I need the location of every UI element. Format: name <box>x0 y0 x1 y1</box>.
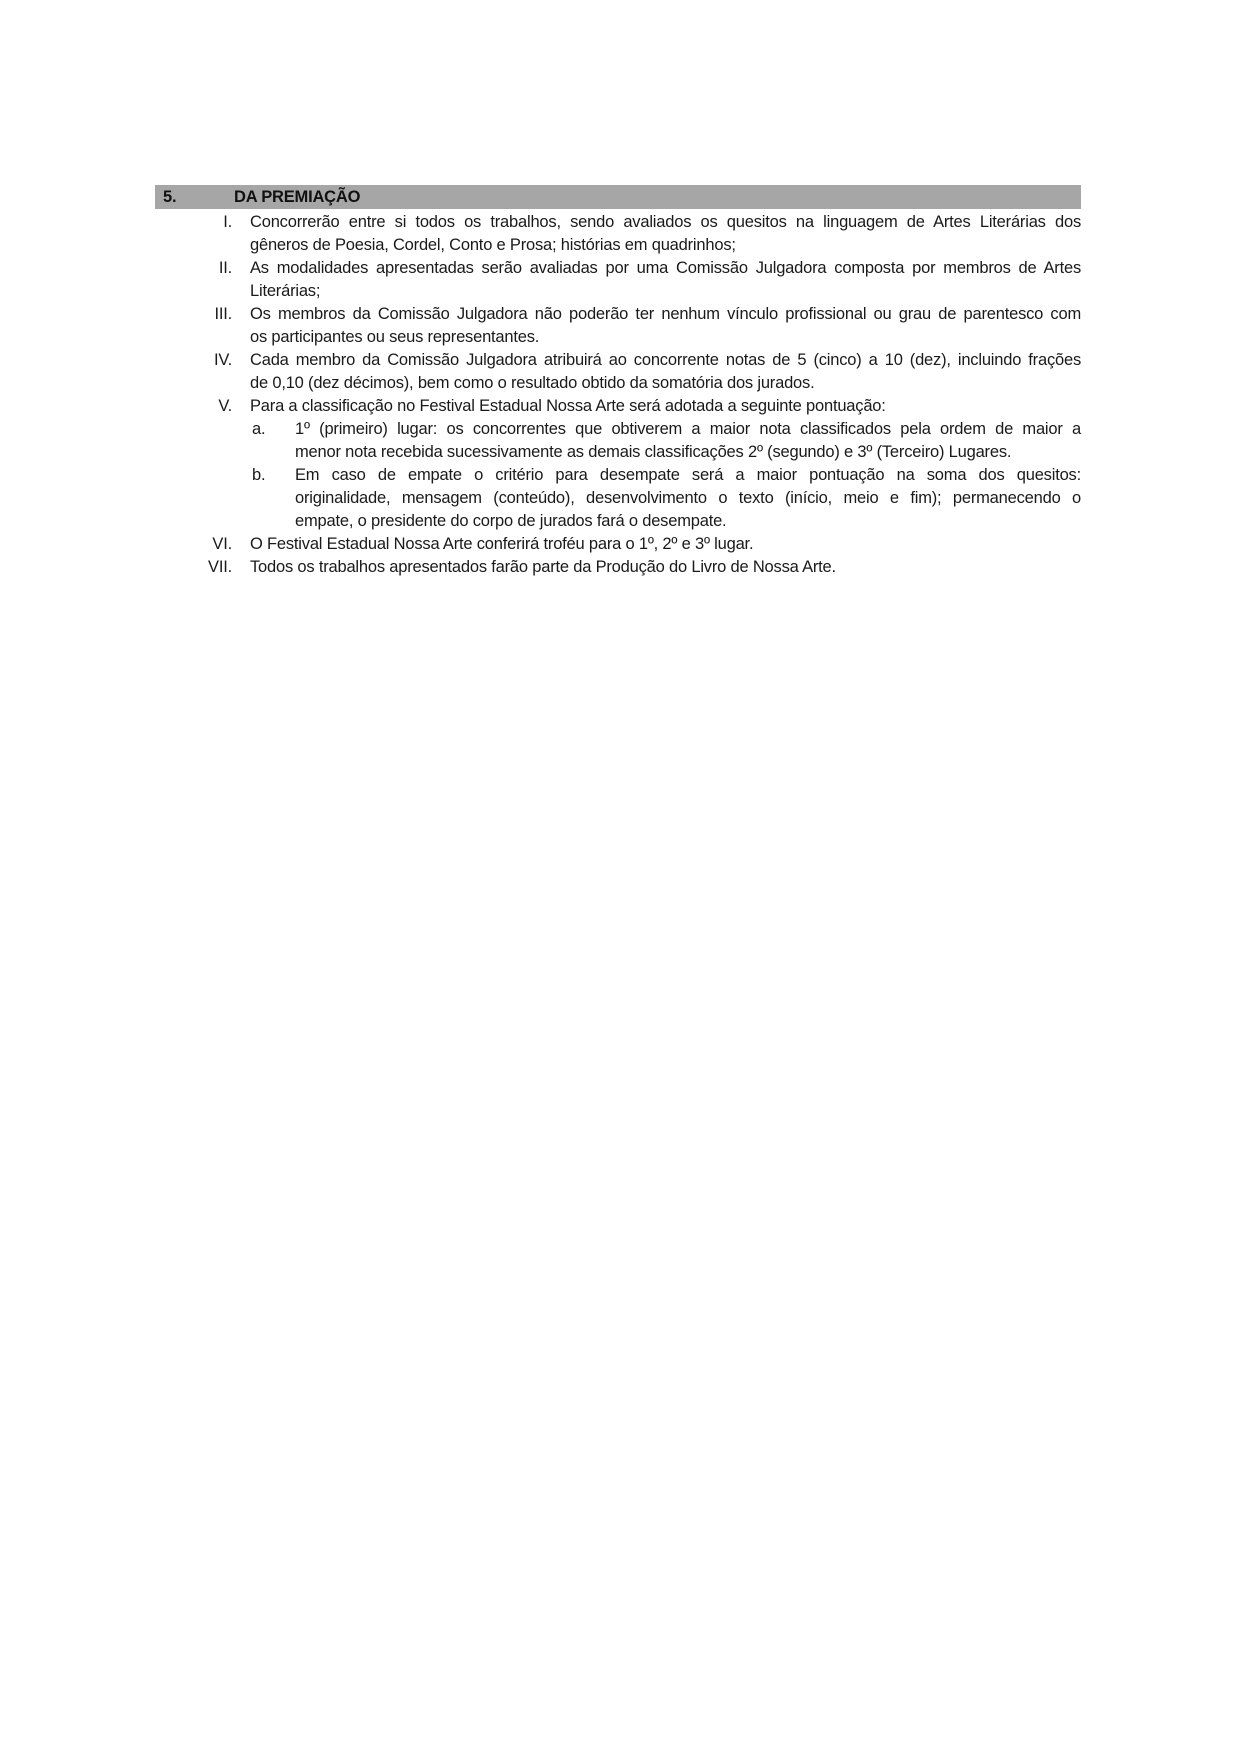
list-item-marker: VII. <box>208 558 232 576</box>
list-item-marker: III. <box>214 305 232 323</box>
list-item-text <box>250 395 1081 418</box>
list-item-marker: V. <box>218 397 232 415</box>
section-5-premiacao <box>155 185 1081 579</box>
text-line: Em caso de empate o critério para desempate será a maior pontuação na soma dos quesitos: <box>295 466 1081 484</box>
list-item-marker: a. <box>252 420 266 438</box>
list-item <box>155 257 1081 303</box>
list-item <box>155 418 1081 464</box>
list-item <box>155 303 1081 349</box>
section-header <box>155 185 1081 209</box>
text-line: Para a classificação no Festival Estadual Nossa Arte será adotada a seguinte pontuação: <box>250 397 886 415</box>
text-line: As modalidades apresentadas serão avaliadas por uma Comissão Julgadora composta por membros de Artes <box>250 259 1081 277</box>
list-item-text <box>295 464 1081 533</box>
text-line: gêneros de Poesia, Cordel, Conto e Prosa; histórias em quadrinhos; <box>250 236 736 254</box>
text-line: Cada membro da Comissão Julgadora atribuirá ao concorrente notas de 5 (cinco) a 10 (dez), incluindo frações <box>250 351 1081 369</box>
section-number: 5. <box>163 187 177 206</box>
list-item-text <box>250 211 1081 257</box>
list-item-marker: II. <box>218 259 232 277</box>
list-item-text <box>295 418 1081 464</box>
list-item-marker: IV. <box>213 351 232 369</box>
text-line: O Festival Estadual Nossa Arte conferirá troféu para o 1º, 2º e 3º lugar. <box>250 535 754 553</box>
list-item-marker: I. <box>223 213 232 231</box>
text-line: Concorrerão entre si todos os trabalhos, sendo avaliados os quesitos na linguagem de Artes Literárias dos <box>250 213 1081 231</box>
list-item-marker: VI. <box>212 535 232 553</box>
list-item-text <box>250 303 1081 349</box>
clause-list <box>155 209 1081 579</box>
list-item-marker: b. <box>252 466 266 484</box>
text-line: Os membros da Comissão Julgadora não poderão ter nenhum vínculo profissional ou grau de parentesco com <box>250 305 1081 323</box>
list-item <box>155 349 1081 395</box>
list-item-text <box>250 349 1081 395</box>
list-item <box>155 464 1081 533</box>
text-line: os participantes ou seus representantes. <box>250 328 540 346</box>
list-item <box>155 533 1081 556</box>
list-item-text <box>250 533 1081 556</box>
text-line: 1º (primeiro) lugar: os concorrentes que obtiverem a maior nota classificados pela ordem de maior a <box>295 420 1081 438</box>
text-line: Literárias; <box>250 282 321 300</box>
list-item-text <box>250 556 1081 579</box>
text-line: originalidade, mensagem (conteúdo), desenvolvimento o texto (início, meio e fim); permanecendo o <box>295 489 1081 507</box>
list-item <box>155 556 1081 579</box>
section-title: DA PREMIAÇÃO <box>234 187 361 206</box>
list-item <box>155 211 1081 257</box>
list-item <box>155 395 1081 418</box>
text-line: menor nota recebida sucessivamente as demais classificações 2º (segundo) e 3º (Terceiro) Lugares. <box>295 443 1012 461</box>
text-line: empate, o presidente do corpo de jurados fará o desempate. <box>295 512 727 530</box>
text-line: de 0,10 (dez décimos), bem como o resultado obtido da somatória dos jurados. <box>250 374 815 392</box>
text-line: Todos os trabalhos apresentados farão parte da Produção do Livro de Nossa Arte. <box>250 558 836 576</box>
list-item-text <box>250 257 1081 303</box>
